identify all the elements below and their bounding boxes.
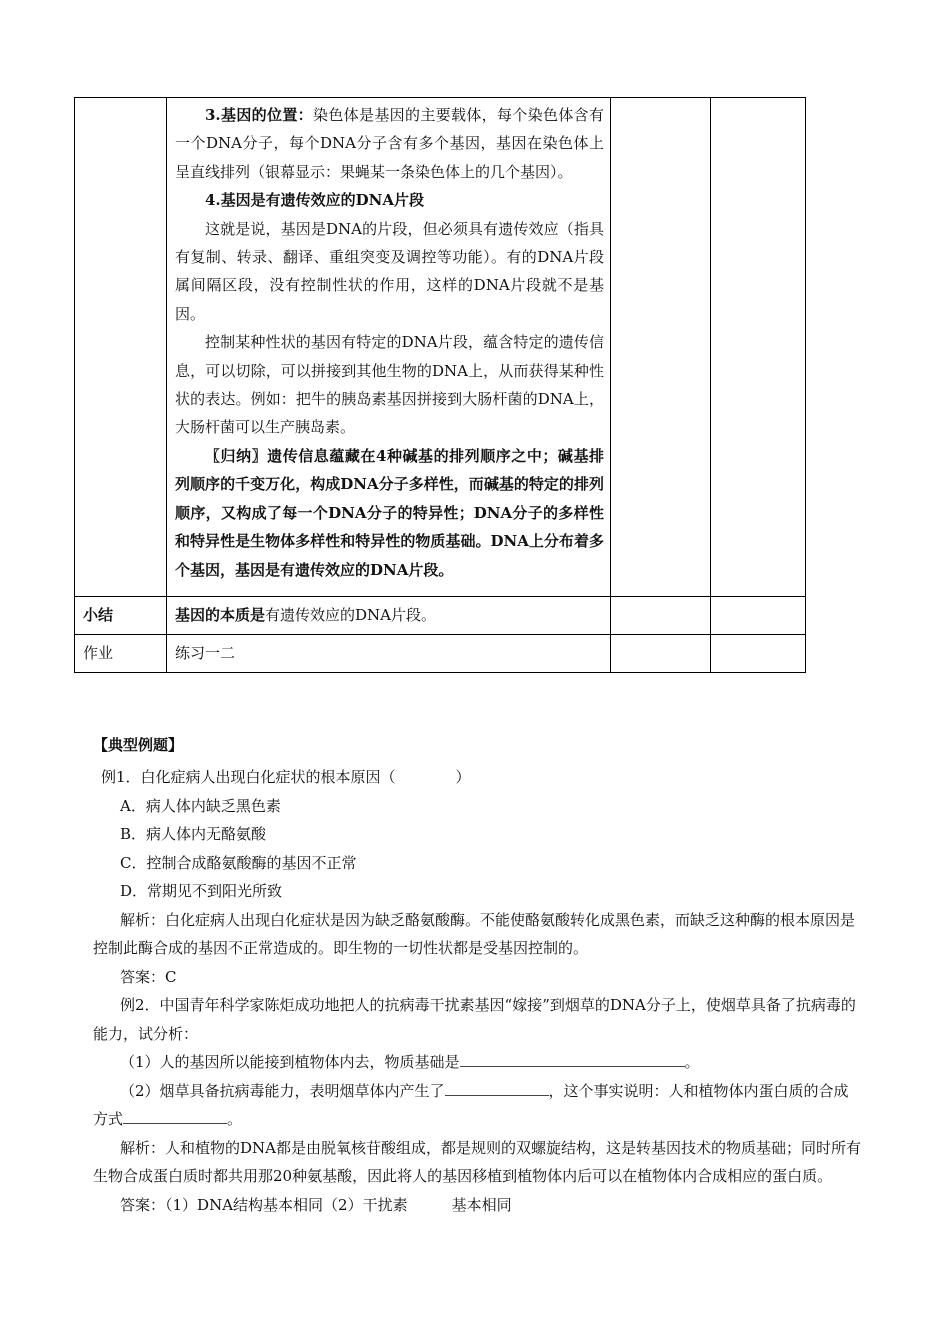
example2-q2-mid: ，这个事实说明：人和植物体内蛋白质的合成方式 — [93, 1081, 849, 1128]
table-cell-empty — [611, 634, 711, 672]
answer-blank[interactable] — [460, 1050, 685, 1067]
summary-bold-text: 基因的本质是 — [175, 605, 266, 624]
example1-question: 例1．白化症病人出现白化症状的根本原因（ ） — [101, 768, 471, 786]
homework-label-cell — [75, 634, 167, 672]
gene-location-text: 染色体是基因的主要载体，每个染色体含有一个DNA分子，每个DNA分子含有多个基因，基因在染色体上呈直线排列（银幕显示：果蝇某一条染色体上的几个基因）。 — [175, 106, 604, 181]
homework-text: 练习一二 — [175, 643, 236, 662]
example2-subquestion-1 — [93, 1048, 863, 1077]
table-cell-empty — [611, 98, 711, 597]
table-row — [75, 98, 806, 597]
example1-answer: 答案：C — [120, 967, 177, 986]
example2-q1-text: （1）人的基因所以能接到植物体内去，物质基础是 — [120, 1053, 460, 1071]
example1-analysis: 解析：白化症病人出现白化症状是因为缺乏酪氨酸酶。不能使酪氨酸转化成黑色素，而缺乏这种酶的根本原因是控制此酶合成的基因不正常造成的。即生物的一切性状都是受基因控制的。 — [93, 910, 856, 957]
example2-q1-end: 。 — [684, 1053, 700, 1071]
example2-answer-part2: 基本相同 — [451, 1195, 512, 1214]
summary-content-cell — [167, 596, 611, 634]
paragraph-summary: 〖归纳〗遗传信息蕴藏在4种碱基的排列顺序之中；碱基排列顺序的千变万化，构成DNA分子多样性，而碱基的特定的排列顺序，又构成了每一个DNA分子的特异性；DNA分子的多样性和特异性是生物体多样性和特异性的物质基础。DNA上分布着多个基因，基因是有遗传效应的DNA片段。 — [175, 446, 604, 579]
table-cell-empty — [711, 98, 806, 597]
summary-text: 有遗传效应的DNA片段。 — [265, 605, 437, 624]
paragraph-gene-location — [175, 101, 604, 186]
example2-subquestion-2 — [93, 1077, 863, 1134]
examples-section — [93, 763, 863, 1219]
example2-question: 例2．中国青年科学家陈炬成功地把人的抗病毒干扰素基因“嫁接”到烟草的DNA分子上，使烟草具备了抗病毒的能力，试分析： — [93, 996, 856, 1043]
homework-label: 作业 — [83, 643, 114, 662]
heading-gene-definition: 4.基因是有遗传效应的DNA片段 — [205, 191, 425, 210]
summary-label-cell — [75, 596, 167, 634]
example1-option-b: B．病人体内无酪氨酸 — [120, 825, 267, 843]
example2-q2-end: 。 — [227, 1110, 243, 1128]
lesson-plan-table — [74, 97, 806, 673]
example2-answer-part1: 答案：（1）DNA结构基本相同（2）干扰素 — [120, 1195, 408, 1214]
summary-label: 小结 — [83, 605, 114, 624]
table-row-homework — [75, 634, 806, 672]
table-cell-empty — [711, 634, 806, 672]
example1-option-d: D．常期见不到阳光所致 — [120, 882, 283, 900]
paragraph-explanation: 这就是说，基因是DNA的片段，但必须具有遗传效应（指具有复制、转录、翻译、重组突变及调控等功能）。有的DNA片段属间隔区段，没有控制性状的作用，这样的DNA片段就不是基因。 — [175, 219, 604, 323]
table-cell-empty — [711, 596, 806, 634]
answer-blank[interactable] — [445, 1079, 549, 1096]
example1-option-c: C．控制合成酪氨酸酶的基因不正常 — [120, 853, 357, 872]
heading-gene-location: 3.基因的位置： — [205, 106, 313, 124]
example2-answer — [93, 1191, 863, 1220]
table-cell-empty — [611, 596, 711, 634]
example2-q2-text: （2）烟草具备抗病毒能力，表明烟草体内产生了 — [120, 1081, 445, 1100]
example2-analysis: 解析：人和植物的DNA都是由脱氧核苷酸组成，都是规则的双螺旋结构，这是转基因技术的物质基础；同时所有生物合成蛋白质时都共用那20种氨基酸，因此将人的基因移植到植物体内后可以在植物体内合成相应的蛋白质。 — [93, 1138, 861, 1185]
paragraph-example: 控制某种性状的基因有特定的DNA片段，蕴含特定的遗传信息，可以切除，可以拼接到其他生物的DNA上，从而获得某种性状的表达。例如：把牛的胰岛素基因拼接到大肠杆菌的DNA上，大肠杆菌可以生产胰岛素。 — [175, 333, 604, 437]
example1-option-a: A．病人体内缺乏黑色素 — [120, 796, 281, 815]
answer-blank[interactable] — [123, 1107, 227, 1124]
homework-content-cell — [167, 634, 611, 672]
content-cell — [167, 98, 611, 597]
section-header-examples: 【典型例题】 — [93, 736, 184, 754]
table-row-summary — [75, 596, 806, 634]
table-cell-empty — [75, 98, 167, 597]
